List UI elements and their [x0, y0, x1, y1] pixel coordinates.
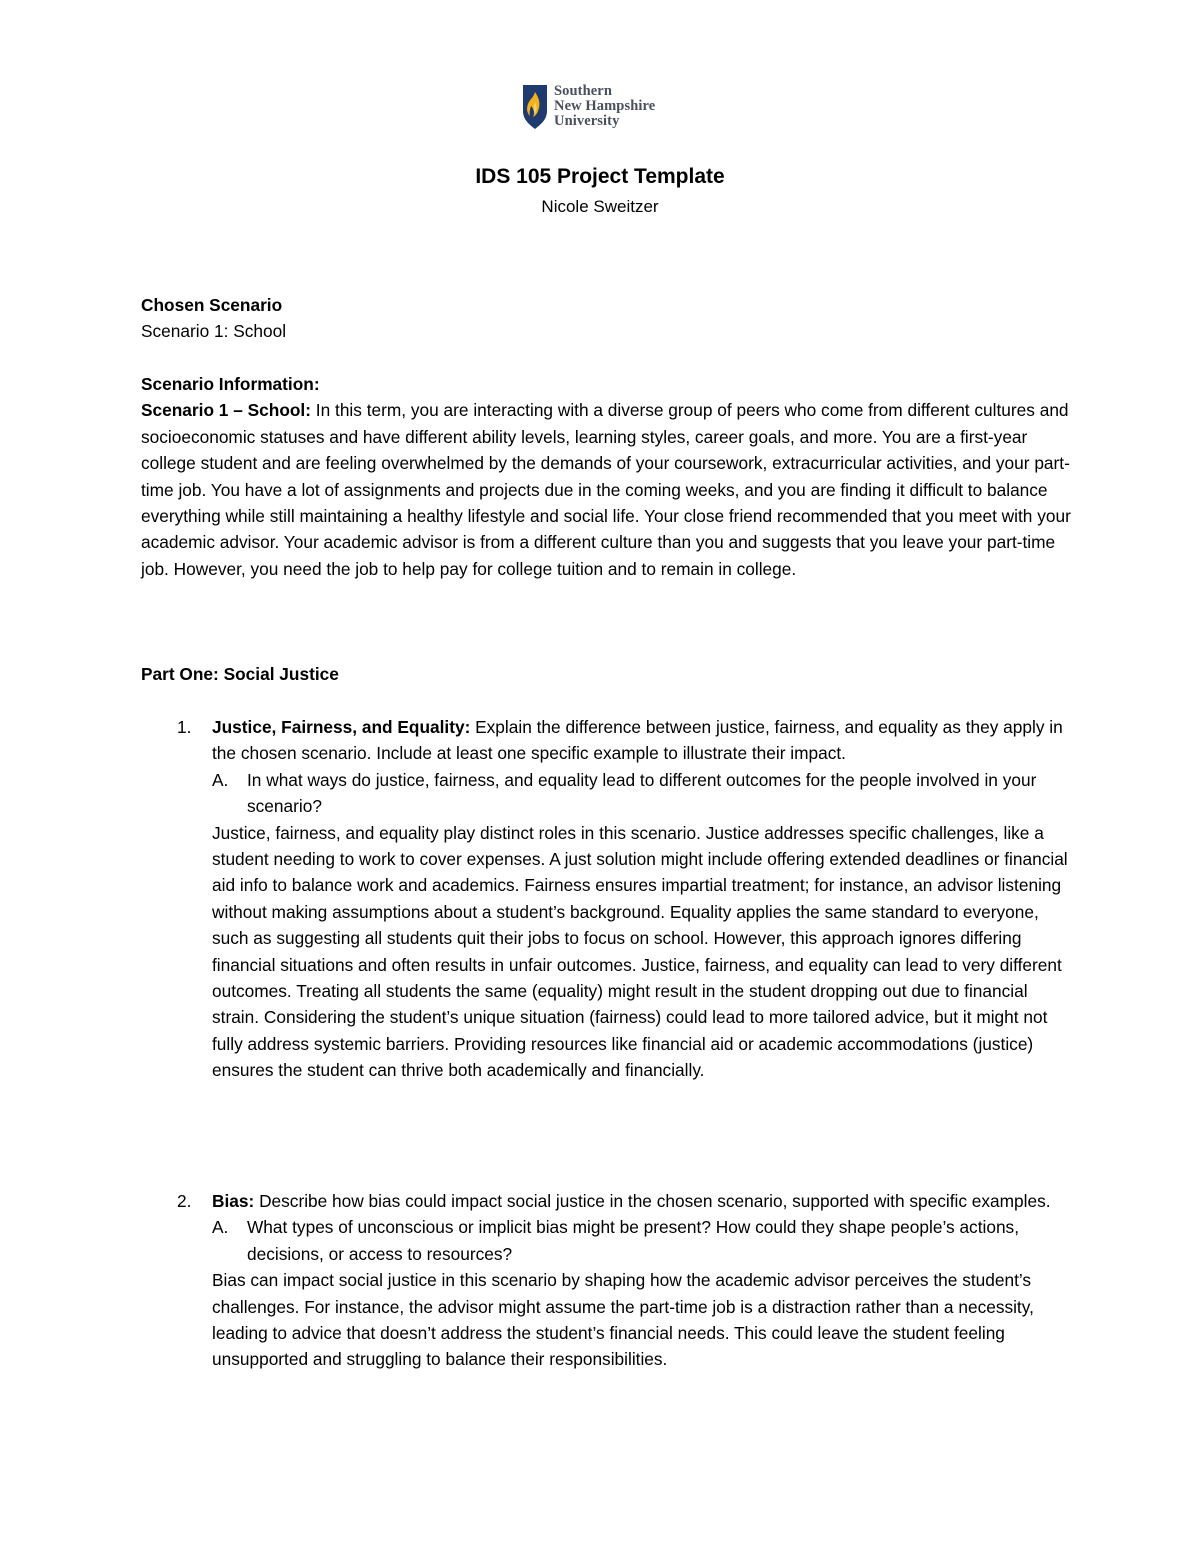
chosen-scenario-section	[141, 292, 1071, 345]
sub-question	[212, 1214, 1072, 1267]
document-title: IDS 105 Project Template	[475, 165, 725, 188]
list-item	[141, 714, 1071, 1084]
part-one-section	[141, 661, 1071, 687]
chosen-scenario-value: Scenario 1: School	[141, 321, 287, 342]
scenario-information-heading: Scenario Information:	[141, 374, 320, 394]
list-item-lead: Justice, Fairness, and Equality:	[212, 717, 471, 737]
scenario-information-paragraph	[141, 397, 1071, 582]
sub-question	[212, 767, 1072, 820]
sub-question-text: What types of unconscious or implicit bias might be present? How could they shape people’s actions, decisions, or access to resources?	[247, 1217, 1019, 1264]
logo-line-2: New Hampshire	[554, 98, 656, 114]
university-logo	[522, 84, 655, 130]
scenario-information-section	[141, 371, 1071, 582]
shield-flame-icon	[522, 84, 548, 130]
list-item-prompt-text: Describe how bias could impact social justice in the chosen scenario, supported with specific examples.	[254, 1191, 1051, 1211]
sub-question-letter: A.	[212, 769, 229, 790]
scenario-lead: Scenario 1 – School:	[141, 400, 311, 421]
document-author: Nicole Sweitzer	[541, 197, 659, 216]
list-item	[141, 1188, 1071, 1373]
part-one-heading: Part One: Social Justice	[141, 664, 339, 684]
list-item-prompt	[212, 714, 1072, 767]
list-item-prompt-text: Explain the difference between justice, fairness, and equality as they apply in the chosen scenario. Include at least one specific example to illustrate their impact.	[212, 717, 1063, 764]
list-item-number: 1.	[177, 717, 192, 737]
chosen-scenario-heading: Chosen Scenario	[141, 295, 283, 315]
logo-line-1: Southern	[554, 83, 613, 99]
list-item-prompt	[212, 1188, 1072, 1214]
list-item-lead: Bias:	[212, 1191, 255, 1211]
sub-question-letter: A.	[212, 1217, 229, 1238]
answer-paragraph: Bias can impact social justice in this scenario by shaping how the academic advisor perceives the student’s challenges. For instance, the advisor might assume the part-time job is a distraction rather than a necessity, leading to advice that doesn’t address the student’s financial needs. This could leave the student feeling unsupported and struggling to balance their responsibilities.	[212, 1270, 1034, 1370]
logo-wordmark	[554, 84, 655, 129]
sub-question-text: In what ways do justice, fairness, and equality lead to different outcomes for the people involved in your scenario?	[247, 769, 1037, 817]
scenario-text: In this term, you are interacting with a diverse group of peers who come from different cultures and socioeconomic statuses and have different ability levels, learning styles, career goals, and more. You are a first-year college student and are feeling overwhelmed by the demands of your coursework, extracurricular activities, and your part-time job. You have a lot of assignments and projects due in the coming weeks, and you are finding it difficult to balance everything while still maintaining a healthy lifestyle and social life. Your close friend recommended that you meet with your academic advisor. Your academic advisor is from a different culture than you and suggests that you leave your part-time job. However, you need the job to help pay for college tuition and to remain in college.	[141, 400, 1071, 579]
answer-paragraph: Justice, fairness, and equality play distinct roles in this scenario. Justice addresses specific challenges, like a student needing to work to cover expenses. A just solution might include offering extended deadlines or financial aid info to balance work and academics. Fairness ensures impartial treatment; for instance, an advisor listening without making assumptions about a student’s background. Equality applies the same standard to everyone, such as suggesting all students quit their jobs to focus on school. However, this approach ignores differing financial situations and often results in unfair outcomes. Justice, fairness, and equality can lead to very different outcomes. Treating all students the same (equality) might result in the student dropping out due to financial strain. Considering the student’s unique situation (fairness) could lead to more tailored advice, but it might not fully address systemic barriers. Providing resources like financial aid or academic accommodations (justice) ensures the student can thrive both academically and financially.	[212, 822, 1068, 1081]
list-item-number: 2.	[177, 1191, 192, 1211]
logo-line-3: University	[554, 113, 620, 129]
